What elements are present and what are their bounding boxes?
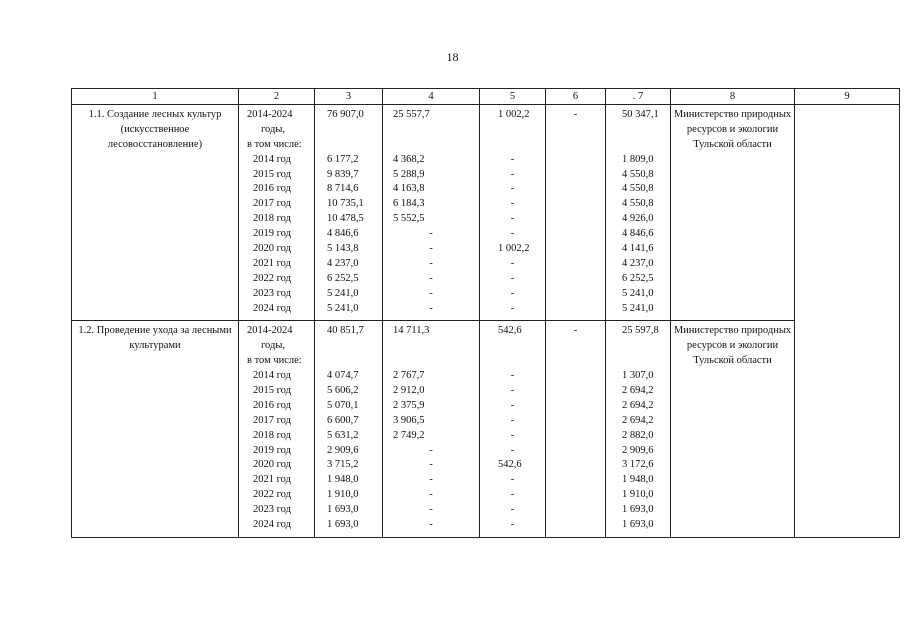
value-cell: - bbox=[510, 504, 515, 516]
value-cell: 14 711,3 bbox=[393, 325, 430, 337]
value-cell: 4 237,0 bbox=[622, 257, 654, 269]
value-cell: 4 163,8 bbox=[393, 183, 425, 195]
section-1-col3 bbox=[315, 105, 383, 321]
value-cell bbox=[383, 354, 479, 369]
value-cell bbox=[383, 339, 479, 354]
year-label: 2022 год bbox=[253, 272, 291, 284]
year-label: 2014 год bbox=[253, 370, 291, 382]
year-label: 2021 год bbox=[253, 474, 291, 486]
year-label: 2024 год bbox=[253, 519, 291, 531]
year-label: 2021 год bbox=[253, 257, 291, 269]
section-2-name: 1.2. Проведение ухода за лесными культурами bbox=[72, 321, 239, 537]
value-cell: 1 693,0 bbox=[622, 504, 654, 516]
value-cell: 6 252,5 bbox=[622, 272, 654, 284]
value-cell: 10 735,1 bbox=[327, 198, 364, 210]
header-col-9: 9 bbox=[795, 89, 900, 105]
year-label: 2018 год bbox=[253, 213, 291, 225]
value-cell: - bbox=[510, 153, 515, 165]
value-cell bbox=[480, 123, 545, 138]
value-cell: - bbox=[510, 198, 515, 210]
section-2-col6 bbox=[546, 321, 606, 537]
value-cell: 25 597,8 bbox=[622, 325, 659, 337]
page-number: 18 bbox=[446, 50, 459, 64]
section-1-responsible: Министерство природных ресурсов и экологии Тульской области bbox=[671, 105, 795, 321]
value-cell: - bbox=[510, 385, 515, 397]
section-2-col7 bbox=[606, 321, 671, 537]
year-label: 2018 год bbox=[253, 429, 291, 441]
header-col-2: 2 bbox=[239, 89, 315, 105]
header-col-1: 1 bbox=[72, 89, 239, 105]
year-label: 2015 год bbox=[253, 168, 291, 180]
value-cell: 2 909,6 bbox=[622, 444, 654, 456]
year-label: 2023 год bbox=[253, 287, 291, 299]
header-col-8: 8 bbox=[671, 89, 795, 105]
value-cell: 40 851,7 bbox=[327, 325, 364, 337]
period-line: годы, bbox=[261, 123, 286, 135]
value-cell: - bbox=[573, 325, 578, 337]
value-cell: 5 143,8 bbox=[327, 243, 359, 255]
value-cell: - bbox=[429, 519, 433, 531]
value-cell: 5 070,1 bbox=[327, 399, 359, 411]
section-row-1 bbox=[72, 105, 900, 321]
value-cell: - bbox=[573, 109, 578, 120]
value-cell: 4 550,8 bbox=[622, 198, 654, 210]
value-cell bbox=[315, 354, 382, 369]
value-cell: 2 912,0 bbox=[393, 385, 425, 397]
section-1-name: 1.1. Создание лесных культур (искусственное лесовосстановление) bbox=[72, 105, 239, 321]
year-label: 2014 год bbox=[253, 153, 291, 165]
value-cell: 4 550,8 bbox=[622, 183, 654, 195]
value-cell: 2 694,2 bbox=[622, 414, 654, 426]
value-cell: 6 252,5 bbox=[327, 272, 359, 284]
value-cell: 1 307,0 bbox=[622, 370, 654, 382]
year-label: 2020 год bbox=[253, 459, 291, 471]
value-cell: - bbox=[429, 474, 433, 486]
value-cell: 1 910,0 bbox=[327, 489, 359, 501]
section-2-responsible: Министерство природных ресурсов и экологии Тульской области bbox=[671, 321, 795, 537]
value-cell: 50 347,1 bbox=[622, 109, 659, 120]
section-2-period bbox=[239, 321, 315, 537]
value-cell: - bbox=[510, 168, 515, 180]
value-cell: 6 600,7 bbox=[327, 414, 359, 426]
value-cell: - bbox=[510, 228, 515, 240]
value-cell: - bbox=[510, 302, 515, 314]
value-cell: - bbox=[429, 504, 433, 516]
value-cell: - bbox=[429, 302, 433, 314]
value-cell: 2 694,2 bbox=[622, 385, 654, 397]
value-cell: 4 368,2 bbox=[393, 153, 425, 165]
value-cell: - bbox=[429, 444, 433, 456]
value-cell: 9 839,7 bbox=[327, 168, 359, 180]
value-cell: - bbox=[510, 429, 515, 441]
value-cell bbox=[606, 138, 670, 153]
value-cell: 4 550,8 bbox=[622, 168, 654, 180]
value-cell: 8 714,6 bbox=[327, 183, 359, 195]
value-cell: - bbox=[510, 287, 515, 299]
value-cell: 5 631,2 bbox=[327, 429, 359, 441]
period-line: в том числе: bbox=[247, 355, 302, 367]
value-cell: - bbox=[429, 272, 433, 284]
value-cell bbox=[606, 354, 670, 369]
value-cell: 3 715,2 bbox=[327, 459, 359, 471]
value-cell: 1 948,0 bbox=[622, 474, 654, 486]
year-label: 2019 год bbox=[253, 444, 291, 456]
section-1-col6 bbox=[546, 105, 606, 321]
section-2-col3 bbox=[315, 321, 383, 537]
value-cell bbox=[383, 138, 479, 153]
value-cell: 4 141,6 bbox=[622, 243, 654, 255]
value-cell: - bbox=[429, 287, 433, 299]
period-line: 2014-2024 bbox=[247, 109, 293, 120]
value-cell: 5 241,0 bbox=[622, 302, 654, 314]
section-2-col4 bbox=[383, 321, 480, 537]
value-cell: 5 552,5 bbox=[393, 213, 425, 225]
value-cell: - bbox=[510, 213, 515, 225]
year-label: 2016 год bbox=[253, 399, 291, 411]
data-table bbox=[71, 88, 900, 538]
value-cell: 5 288,9 bbox=[393, 168, 425, 180]
value-cell: 4 237,0 bbox=[327, 257, 359, 269]
value-cell: 1 948,0 bbox=[327, 474, 359, 486]
value-cell: - bbox=[429, 489, 433, 501]
column-9-cell bbox=[795, 105, 900, 538]
value-cell: 6 184,3 bbox=[393, 198, 425, 210]
year-label: 2016 год bbox=[253, 183, 291, 195]
section-1-col7 bbox=[606, 105, 671, 321]
header-col-5: 5 bbox=[480, 89, 546, 105]
value-cell: 542,6 bbox=[498, 325, 522, 337]
header-col-6: 6 bbox=[546, 89, 606, 105]
value-cell: 2 694,2 bbox=[622, 399, 654, 411]
value-cell: 10 478,5 bbox=[327, 213, 364, 225]
value-cell: 4 846,6 bbox=[327, 228, 359, 240]
value-cell: 1 002,2 bbox=[498, 109, 530, 120]
value-cell: 3 906,5 bbox=[393, 414, 425, 426]
year-label: 2017 год bbox=[253, 198, 291, 210]
section-1-col4 bbox=[383, 105, 480, 321]
value-cell bbox=[480, 138, 545, 153]
value-cell: 3 172,6 bbox=[622, 459, 654, 471]
value-cell: - bbox=[429, 459, 433, 471]
value-cell: - bbox=[510, 444, 515, 456]
header-col-7: . 7 bbox=[606, 89, 671, 105]
value-cell: 1 693,0 bbox=[622, 519, 654, 531]
value-cell: - bbox=[510, 474, 515, 486]
year-label: 2022 год bbox=[253, 489, 291, 501]
value-cell: 6 177,2 bbox=[327, 153, 359, 165]
value-cell: - bbox=[429, 243, 433, 255]
year-label: 2015 год bbox=[253, 385, 291, 397]
header-col-4: 4 bbox=[383, 89, 480, 105]
value-cell: - bbox=[510, 414, 515, 426]
year-label: 2024 год bbox=[253, 302, 291, 314]
value-cell: - bbox=[510, 489, 515, 501]
value-cell bbox=[383, 123, 479, 138]
year-label: 2020 год bbox=[253, 243, 291, 255]
value-cell: - bbox=[510, 272, 515, 284]
value-cell: - bbox=[510, 519, 515, 531]
section-1-col5 bbox=[480, 105, 546, 321]
value-cell: 4 926,0 bbox=[622, 213, 654, 225]
value-cell: 1 809,0 bbox=[622, 153, 654, 165]
year-label: 2017 год bbox=[253, 414, 291, 426]
value-cell: - bbox=[510, 183, 515, 195]
value-cell: 4 846,6 bbox=[622, 228, 654, 240]
period-line: в том числе: bbox=[247, 138, 302, 150]
value-cell bbox=[315, 123, 382, 138]
value-cell bbox=[606, 339, 670, 354]
value-cell: 1 002,2 bbox=[498, 243, 530, 255]
section-row-2 bbox=[72, 321, 900, 537]
value-cell: 2 749,2 bbox=[393, 429, 425, 441]
period-line: годы, bbox=[261, 340, 286, 352]
value-cell: 5 606,2 bbox=[327, 385, 359, 397]
value-cell bbox=[606, 123, 670, 138]
period-line: 2014-2024 bbox=[247, 325, 293, 337]
value-cell: 76 907,0 bbox=[327, 109, 364, 120]
value-cell: 2 375,9 bbox=[393, 399, 425, 411]
value-cell: 4 074,7 bbox=[327, 370, 359, 382]
header-row bbox=[72, 89, 900, 105]
value-cell: 2 909,6 bbox=[327, 444, 359, 456]
value-cell: - bbox=[510, 257, 515, 269]
year-label: 2023 год bbox=[253, 504, 291, 516]
value-cell: 2 882,0 bbox=[622, 429, 654, 441]
value-cell: - bbox=[510, 370, 515, 382]
value-cell: 542,6 bbox=[498, 459, 522, 471]
value-cell: - bbox=[510, 399, 515, 411]
year-label: 2019 год bbox=[253, 228, 291, 240]
value-cell bbox=[480, 339, 545, 354]
value-cell: 5 241,0 bbox=[622, 287, 654, 299]
section-1-period bbox=[239, 105, 315, 321]
section-2-col5 bbox=[480, 321, 546, 537]
header-col-3: 3 bbox=[315, 89, 383, 105]
value-cell bbox=[480, 354, 545, 369]
value-cell: 1 910,0 bbox=[622, 489, 654, 501]
value-cell bbox=[315, 339, 382, 354]
value-cell: 1 693,0 bbox=[327, 519, 359, 531]
value-cell: - bbox=[429, 257, 433, 269]
value-cell: 25 557,7 bbox=[393, 109, 430, 120]
value-cell bbox=[315, 138, 382, 153]
value-cell: 2 767,7 bbox=[393, 370, 425, 382]
value-cell: 1 693,0 bbox=[327, 504, 359, 516]
value-cell: 5 241,0 bbox=[327, 287, 359, 299]
value-cell: - bbox=[429, 228, 433, 240]
value-cell: 5 241,0 bbox=[327, 302, 359, 314]
